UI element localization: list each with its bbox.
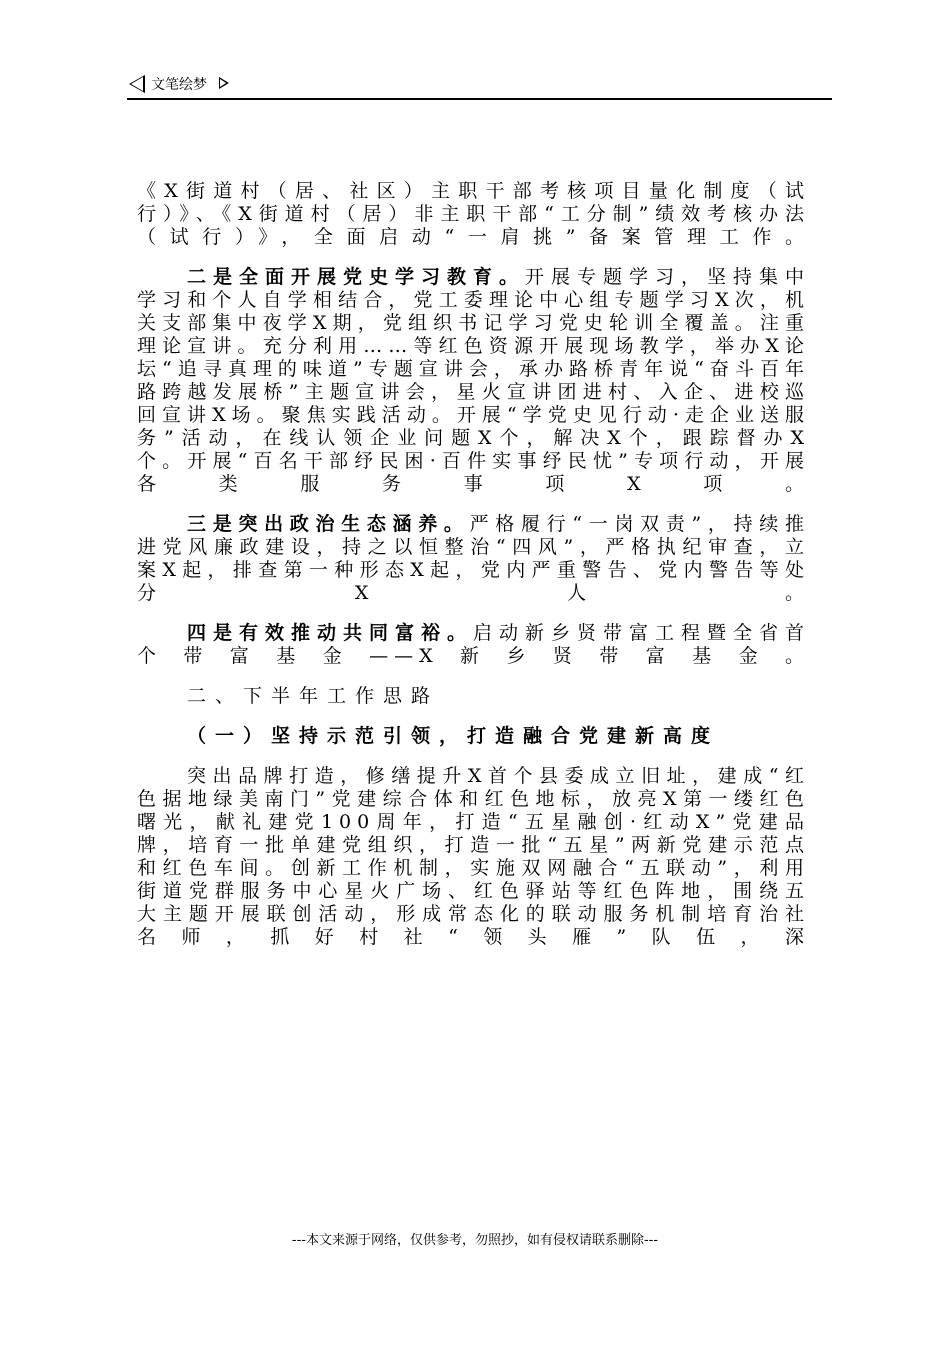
footer-disclaimer: ---本文来源于网络，仅供参考，勿照抄，如有侵权请联系删除---	[291, 1233, 659, 1248]
paragraph-lead: 二是全面开展党史学习教育。	[187, 266, 525, 288]
paragraph-body: 启动新乡贤带富工程暨全省首个带富基金——X新乡贤带富基金。	[137, 622, 810, 667]
paragraph-common-prosperity	[137, 622, 810, 668]
paragraph-political-ecology	[137, 513, 810, 605]
paragraph-lead: 三是突出政治生态涵养。	[187, 513, 470, 535]
page-header	[127, 72, 832, 100]
triangle-left-outline-icon	[129, 75, 145, 93]
triangle-right-outline-icon	[219, 77, 229, 89]
document-body	[137, 180, 810, 966]
paragraph-assessment-system: 《X街道村（居、社区）主职干部考核项目量化制度（试行）》、《X街道村（居）非主职干部“工分制”绩效考核办法（试行）》，全面启动“一肩挑”备案管理工作。	[137, 180, 810, 248]
paragraph-body: 开展专题学习，坚持集中学习和个人自学相结合，党工委理论中心组专题学习X次，机关支部集中夜学X期，党组织书记学习党史轮训全覆盖。注重理论宣讲。充分利用……等红色资源开展现场教学，举办X论坛“追寻真理的味道”专题宣讲会，承办路桥青年说“奋斗百年路跨越发展桥”主题宣讲会，星火宣讲团进村、入企、进校巡回宣讲X场。聚焦实践活动。开展“学党史见行动·走企业送服务”活动，在线认领企业问题X个，解决X个，跟踪督办X个。开展“百名干部纾民困·百件实事纾民忧”专项行动，开展各类服务事项X项。	[137, 266, 810, 495]
paragraph-party-history-education	[137, 266, 810, 496]
brand-name: 文笔绘梦	[151, 77, 207, 93]
subsection-heading: （一）坚持示范引领，打造融合党建新高度	[187, 725, 720, 747]
paragraph-lead: 四是有效推动共同富裕。	[187, 622, 473, 644]
paragraph-body: 严格履行“一岗双责”，持续推进党风廉政建设，持之以恒整治“四风”，严格执纪审查，立案X起，排查第一种形态X起，党内严重警告、党内警告等处分X人。	[137, 513, 810, 604]
section-heading: 二、下半年工作思路	[187, 685, 440, 707]
paragraph-brand-building: 突出品牌打造，修缮提升X首个县委成立旧址，建成“红色据地绿美南门”党建综合体和红色地标，放亮X第一缕红色曙光，献礼建党100周年，打造“五星融创·红动X”党建品牌，培育一批单建党组织，打造一批“五星”两新党建示范点和红色车间。创新工作机制，实施双网融合“五联动”，利用街道党群服务中心星火广场、红色驿站等红色阵地，围绕五大主题开展联创活动，形成常态化的联动服务机制培育治社名师，抓好村社“领头雁”队伍，深	[137, 765, 810, 948]
